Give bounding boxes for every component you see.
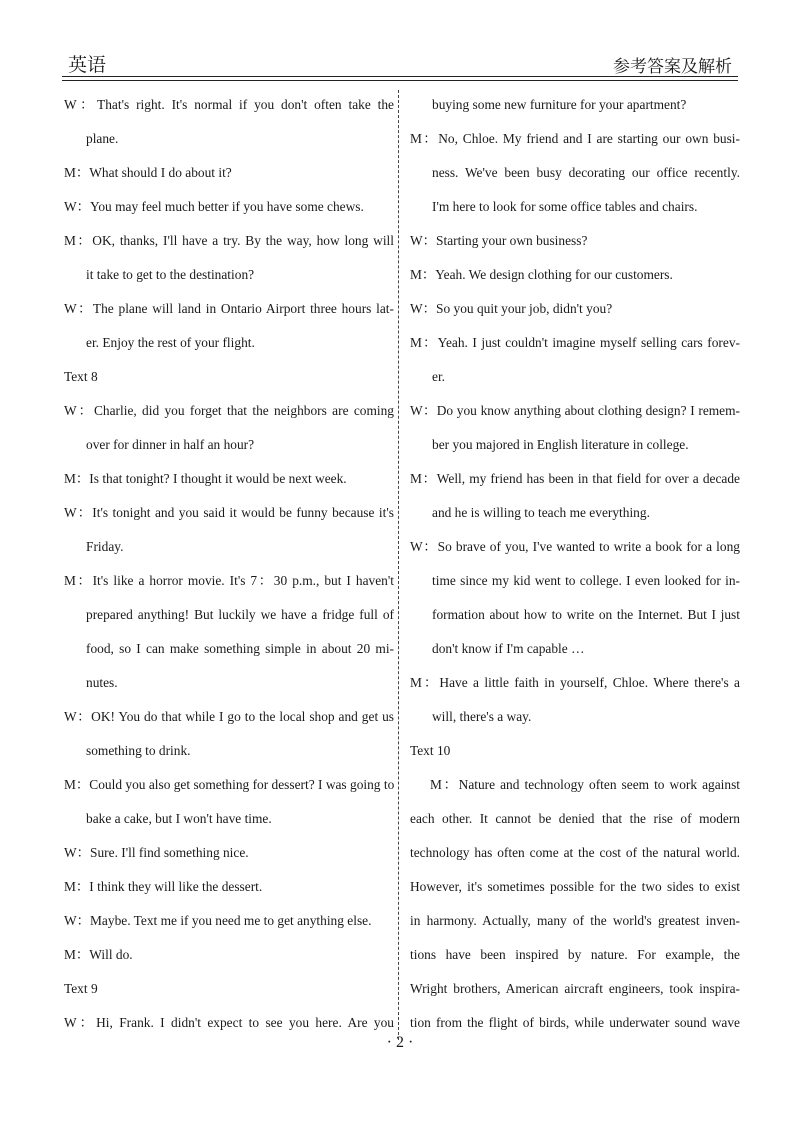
text-line: W：You may feel much better if you have some chews. <box>64 199 364 214</box>
text-line: Text 8 <box>64 369 98 384</box>
text-line: er. <box>432 369 446 384</box>
text-line: ness. We've been busy decorating our office recently. <box>432 165 740 180</box>
text-line: bake a cake, but I won't have time. <box>86 811 272 826</box>
text-line: W：OK! You do that while I go to the local shop and get us <box>64 709 394 724</box>
text-line: W：Starting your own business? <box>410 233 588 248</box>
column-divider <box>398 90 399 1040</box>
text-line: M：Yeah. I just couldn't imagine myself selling cars forev- <box>410 335 740 350</box>
text-line: M：I think they will like the dessert. <box>64 879 263 894</box>
text-line: tions have been inspired by nature. For example, the <box>410 947 740 962</box>
left-column <box>64 88 394 1040</box>
text-line: nutes. <box>86 675 118 690</box>
text-line: time since my kid went to college. I even looked for in- <box>432 573 740 588</box>
page-header <box>62 48 738 76</box>
text-line: Wright brothers, American aircraft engineers, took inspira- <box>410 981 740 996</box>
text-line: er. Enjoy the rest of your flight. <box>86 335 255 350</box>
text-line: plane. <box>86 131 119 146</box>
page-number: · 2 · <box>386 1034 414 1051</box>
text-line: M：Will do. <box>64 947 133 962</box>
right-column <box>410 88 740 1040</box>
text-line: and he is willing to teach me everything. <box>432 505 650 520</box>
text-line: formation about how to write on the Internet. But I just <box>432 607 740 622</box>
text-line: M：It's like a horror movie. It's 7：30 p.m., but I haven't <box>64 573 394 588</box>
text-line: each other. It cannot be denied that the rise of modern <box>410 811 740 826</box>
text-line: M：Well, my friend has been in that field for over a decade <box>410 471 740 486</box>
section-title: 参考答案及解析 <box>613 57 732 77</box>
text-line: M：What should I do about it? <box>64 165 232 180</box>
text-line: W：Sure. I'll find something nice. <box>64 845 249 860</box>
text-line: M：Is that tonight? I thought it would be next week. <box>64 471 347 486</box>
text-line: don't know if I'm capable … <box>432 641 585 656</box>
text-line: M：No, Chloe. My friend and I are starting our own busi- <box>410 131 740 146</box>
text-line: W：That's right. It's normal if you don't often take the <box>64 97 394 112</box>
text-line: W：So brave of you, I've wanted to write a book for a long <box>410 539 740 554</box>
text-line: in harmony. Actually, many of the world's greatest inven- <box>410 913 740 928</box>
text-line: over for dinner in half an hour? <box>86 437 255 452</box>
header-rule <box>62 76 738 77</box>
text-line: W：Maybe. Text me if you need me to get anything else. <box>64 913 372 928</box>
text-line: M：Could you also get something for dessert? I was going to <box>64 777 395 792</box>
text-line: W：Do you know anything about clothing design? I remem- <box>410 403 740 418</box>
text-line: something to drink. <box>86 743 191 758</box>
text-line: However, it's sometimes possible for the two sides to exist <box>410 879 740 894</box>
text-line: I'm here to look for some office tables and chairs. <box>432 199 698 214</box>
text-line: W：Charlie, did you forget that the neighbors are coming <box>64 403 394 418</box>
text-line: it take to get to the destination? <box>86 267 255 282</box>
text-line: M：Yeah. We design clothing for our customers. <box>410 267 673 282</box>
text-line: prepared anything! But luckily we have a fridge full of <box>86 607 394 622</box>
text-line: ber you majored in English literature in college. <box>432 437 689 452</box>
text-line: M：Nature and technology often seem to work against <box>430 777 740 792</box>
text-line: food, so I can make something simple in about 20 mi- <box>86 641 394 656</box>
subject-label: 英语 <box>68 54 107 76</box>
text-line: M：OK, thanks, I'll have a try. By the way, how long will <box>64 233 394 248</box>
text-line: technology has often come at the cost of the natural world. <box>410 845 740 860</box>
header-rule-thin <box>62 80 738 81</box>
text-line: W：Hi, Frank. I didn't expect to see you here. Are you <box>64 1015 394 1030</box>
text-line: will, there's a way. <box>432 709 532 724</box>
text-line: Text 10 <box>410 743 451 758</box>
text-line: buying some new furniture for your apartment? <box>432 97 687 112</box>
text-line: Text 9 <box>64 981 98 996</box>
text-line: W：It's tonight and you said it would be funny because it's <box>64 505 394 520</box>
text-line: Friday. <box>86 539 124 554</box>
text-line: tion from the flight of birds, while underwater sound wave <box>410 1015 740 1030</box>
text-line: M：Have a little faith in yourself, Chloe. Where there's a <box>410 675 740 690</box>
text-line: W：So you quit your job, didn't you? <box>410 301 613 316</box>
text-line: W：The plane will land in Ontario Airport three hours lat- <box>64 301 394 316</box>
